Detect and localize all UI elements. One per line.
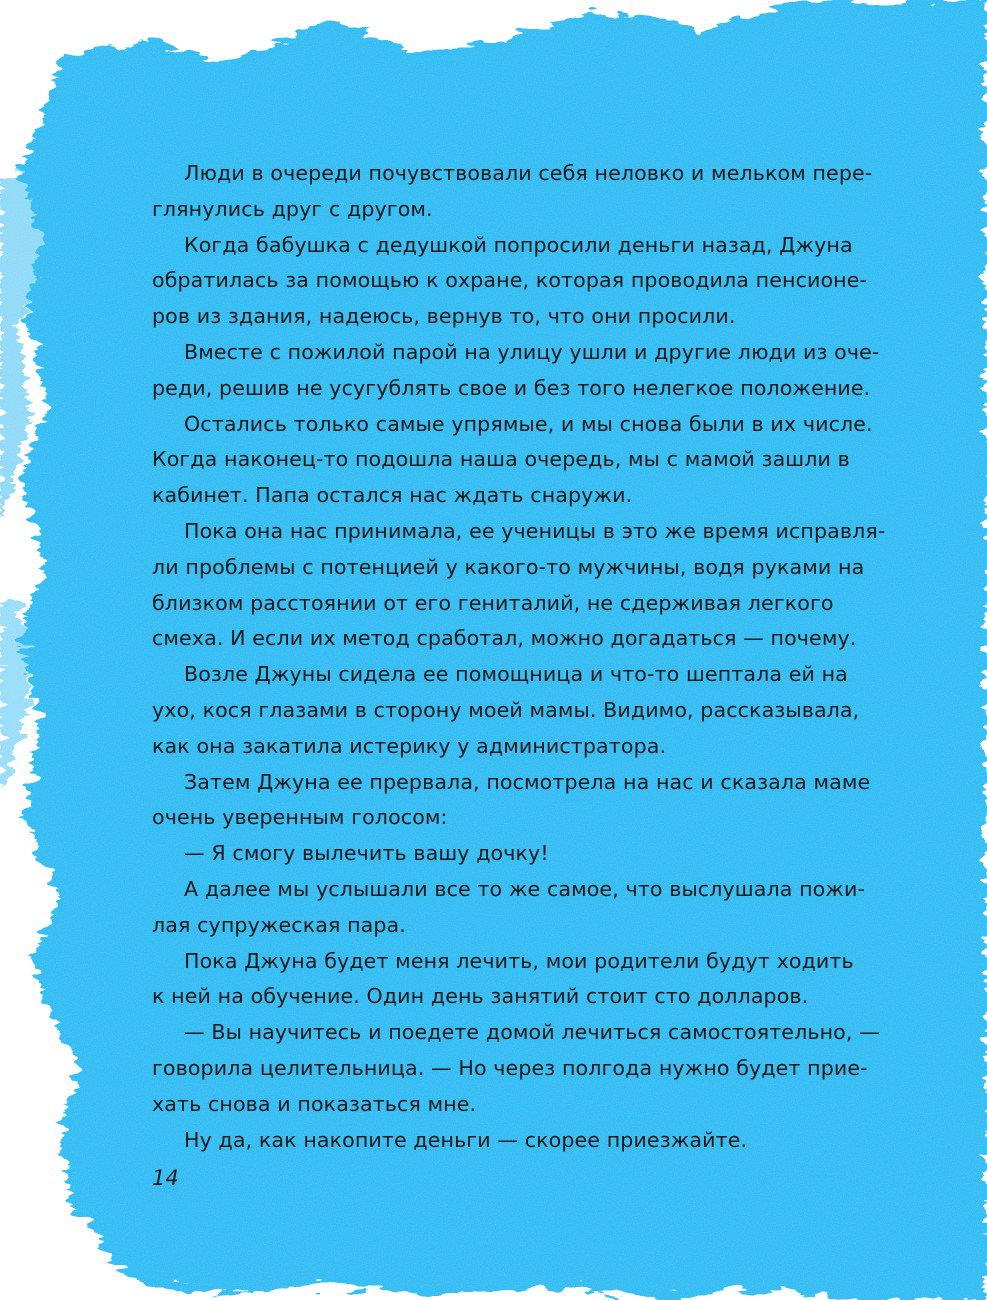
text-line: Затем Джуна ее прервала, посмотрела на нас и сказала маме bbox=[184, 769, 871, 794]
text-line: лая супружеская пара. bbox=[152, 912, 406, 937]
text-line: близком расстоянии от его гениталий, не сдерживая легкого bbox=[152, 590, 834, 615]
text-line: реди, решив не усугублять свое и без того нелегкое положение. bbox=[152, 375, 871, 400]
paragraph bbox=[152, 1015, 892, 1122]
page-number: 14 bbox=[152, 1166, 179, 1190]
text-line: глянулись друг с другом. bbox=[152, 196, 433, 221]
text-line: говорила целительница. — Но через полгода нужно будет прие- bbox=[152, 1055, 868, 1080]
paragraph bbox=[152, 836, 892, 872]
body-text bbox=[152, 156, 892, 1158]
text-line: Ну да, как накопите деньги — скорее приезжайте. bbox=[184, 1127, 748, 1152]
text-line: смеха. И если их метод сработал, можно догадаться — почему. bbox=[152, 626, 857, 651]
text-line: ухо, кося глазами в сторону моей мамы. Видимо, рассказывала, bbox=[152, 697, 860, 722]
paragraph bbox=[152, 335, 892, 407]
text-line: как она закатила истерику у администратора. bbox=[152, 733, 667, 758]
paragraph bbox=[152, 872, 892, 944]
text-line: кабинет. Папа остался нас ждать снаружи. bbox=[152, 483, 633, 508]
paragraph bbox=[152, 1123, 892, 1159]
text-line: Возле Джуны сидела ее помощница и что-то шептала ей на bbox=[184, 662, 848, 687]
paragraph bbox=[152, 407, 892, 514]
text-line: Когда наконец-то подошла наша очередь, мы с мамой зашли в bbox=[152, 447, 850, 472]
paragraph bbox=[152, 657, 892, 764]
text-line: Пока она нас принимала, ее ученицы в это же время исправля- bbox=[184, 518, 886, 543]
text-line: Остались только самые упрямые, и мы снова были в их числе. bbox=[184, 411, 873, 436]
text-line: Вместе с пожилой парой на улицу ушли и другие люди из оче- bbox=[184, 339, 880, 364]
text-line: хать снова и показаться мне. bbox=[152, 1091, 477, 1116]
paragraph bbox=[152, 156, 892, 228]
text-line: Люди в очереди почувствовали себя неловко и мельком пере- bbox=[184, 161, 873, 185]
text-line: Когда бабушка с дедушкой попросили деньги назад, Джуна bbox=[184, 232, 853, 257]
paragraph bbox=[152, 944, 892, 1016]
text-line: А далее мы услышали все то же самое, что выслушала пожи- bbox=[184, 876, 866, 901]
text-line: Пока Джуна будет меня лечить, мои родители будут ходить bbox=[184, 948, 854, 973]
text-line: к ней на обучение. Один день занятий стоит сто долларов. bbox=[152, 984, 809, 1009]
paragraph bbox=[152, 765, 892, 837]
paragraph bbox=[152, 228, 892, 335]
text-line: — Вы научитесь и поедете домой лечиться самостоятельно, — bbox=[184, 1020, 880, 1045]
text-line: очень уверенным голосом: bbox=[152, 805, 448, 830]
paragraph bbox=[152, 514, 892, 657]
text-line: ров из здания, надеюсь, вернув то, что они просили. bbox=[152, 304, 736, 329]
text-line: — Я смогу вылечить вашу дочку! bbox=[184, 841, 549, 866]
text-line: ли проблемы с потенцией у какого-то мужчины, водя руками на bbox=[152, 554, 865, 579]
text-line: обратилась за помощью к охране, которая проводила пенсионе- bbox=[152, 268, 868, 293]
